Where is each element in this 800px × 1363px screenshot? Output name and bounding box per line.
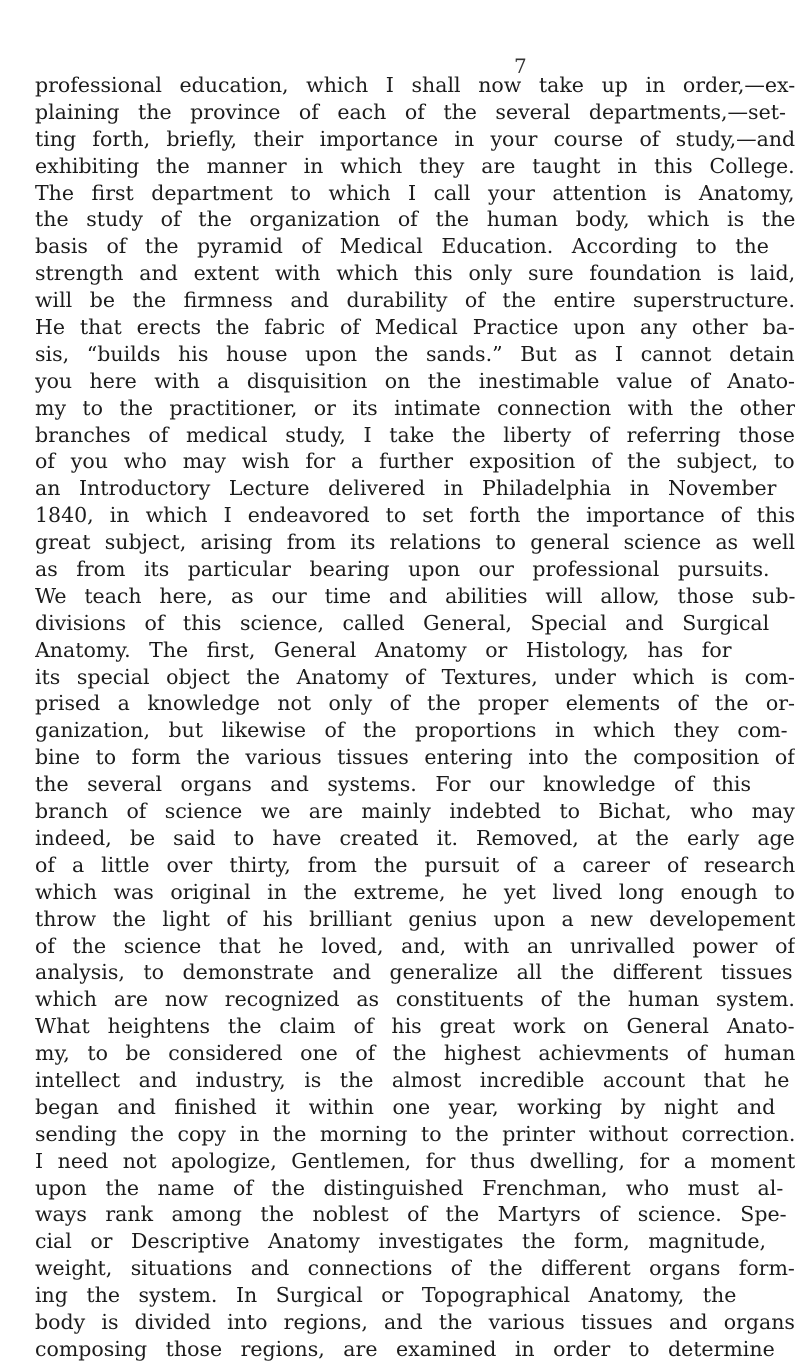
body-text bbox=[35, 72, 795, 1363]
text-line: the several organs and systems. For our knowledge of this bbox=[35, 772, 752, 797]
text-line: you here with a disquisition on the inestimable value of Anato- bbox=[35, 368, 795, 393]
text-line: divisions of this science, called General, Special and Surgical bbox=[35, 610, 770, 635]
text-line: throw the light of his brilliant genius upon a new developement bbox=[35, 906, 795, 931]
text-line: the study of the organization of the human body, which is the bbox=[35, 207, 795, 232]
text-line: sis, “builds his house upon the sands.” But as I cannot detain bbox=[35, 341, 795, 366]
text-line: great subject, arising from its relations to general science as well bbox=[35, 530, 795, 555]
page-number: 7 bbox=[514, 54, 527, 78]
text-line: basis of the pyramid of Medical Education. According to the bbox=[35, 234, 769, 259]
text-line: Anatomy. The first, General Anatomy or Histology, has for bbox=[35, 637, 732, 662]
text-line: professional education, which I shall now take up in order,—ex- bbox=[35, 73, 795, 97]
text-line: cial or Descriptive Anatomy investigates the form, magnitude, bbox=[35, 1229, 766, 1254]
text-line: its special object the Anatomy of Textures, under which is com- bbox=[35, 664, 795, 689]
text-line: of you who may wish for a further exposition of the subject, to bbox=[35, 449, 795, 474]
text-line: began and finished it within one year, working by night and bbox=[35, 1094, 776, 1119]
text-line: as from its particular bearing upon our professional pursuits. bbox=[35, 557, 770, 582]
text-line: sending the copy in the morning to the printer without correction. bbox=[35, 1121, 795, 1146]
text-line: will be the firmness and durability of the entire superstructure. bbox=[35, 288, 795, 313]
text-line: ing the system. In Surgical or Topographical Anatomy, the bbox=[35, 1283, 737, 1308]
text-line: ganization, but likewise of the proportions in which they com- bbox=[35, 718, 788, 743]
text-line: prised a knowledge not only of the proper elements of the or- bbox=[35, 691, 795, 716]
text-line: of the science that he loved, and, with an unrivalled power of bbox=[35, 933, 795, 958]
text-line: I need not apologize, Gentlemen, for thus dwelling, for a moment bbox=[35, 1148, 795, 1173]
text-line: analysis, to demonstrate and generalize all the different tissues bbox=[35, 960, 793, 985]
text-line: 1840, in which I endeavored to set forth the importance of this bbox=[35, 503, 795, 528]
text-line: strength and extent with which this only sure foundation is laid, bbox=[35, 261, 795, 286]
text-line: ways rank among the noblest of the Martyrs of science. Spe- bbox=[35, 1202, 787, 1227]
text-line: The first department to which I call your attention is Anatomy, bbox=[35, 180, 795, 205]
text-line: indeed, be said to have created it. Removed, at the early age bbox=[35, 825, 795, 850]
text-line: which are now recognized as constituents of the human system. bbox=[35, 987, 795, 1012]
text-line: intellect and industry, is the almost incredible account that he bbox=[35, 1067, 790, 1092]
text-line: ting forth, briefly, their importance in your course of study,—and bbox=[35, 126, 795, 151]
text-line: an Introductory Lecture delivered in Philadelphia in November bbox=[35, 476, 777, 501]
text-line: which was original in the extreme, he yet lived long enough to bbox=[35, 879, 795, 904]
text-line: branches of medical study, I take the liberty of referring those bbox=[35, 422, 795, 447]
text-line: composing those regions, are examined in order to determine bbox=[35, 1336, 775, 1361]
text-line: branch of science we are mainly indebted to Bichat, who may bbox=[35, 799, 795, 824]
text-line: my, to be considered one of the highest achievments of human bbox=[35, 1041, 795, 1066]
text-line: of a little over thirty, from the pursuit of a career of research bbox=[35, 852, 795, 877]
text-line: We teach here, as our time and abilities will allow, those sub- bbox=[35, 583, 795, 608]
text-line: weight, situations and connections of the different organs form- bbox=[35, 1256, 795, 1281]
text-line: bine to form the various tissues entering into the composition of bbox=[35, 745, 795, 770]
text-line: my to the practitioner, or its intimate connection with the other bbox=[35, 395, 795, 420]
text-line: upon the name of the distinguished Frenchman, who must al- bbox=[35, 1175, 784, 1200]
text-line: body is divided into regions, and the various tissues and organs bbox=[35, 1309, 795, 1334]
text-line: exhibiting the manner in which they are taught in this College. bbox=[35, 153, 795, 178]
text-line: He that erects the fabric of Medical Practice upon any other ba- bbox=[35, 315, 795, 340]
text-line: plaining the province of each of the several departments,—set- bbox=[35, 99, 786, 124]
text-line: What heightens the claim of his great work on General Anato- bbox=[35, 1014, 795, 1039]
